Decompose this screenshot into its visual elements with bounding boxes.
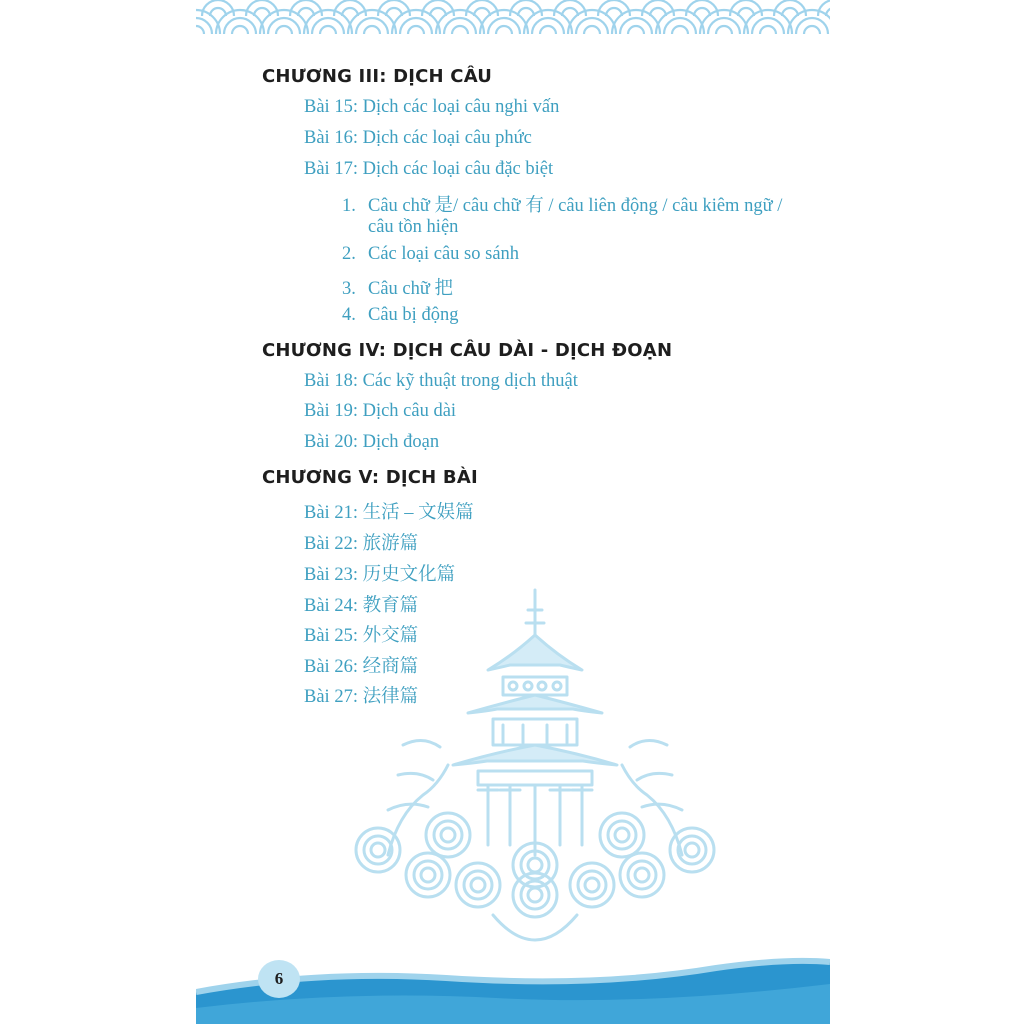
sub-item-number: 1.: [342, 196, 356, 216]
sub-item-text: Câu chữ 是/ câu chữ 有 / câu liên động / câu kiêm ngữ /: [368, 196, 783, 216]
lesson-item: Bài 17: Dịch các loại câu đặc biệt: [304, 159, 554, 179]
lesson-item: Bài 21: 生活 – 文娱篇: [304, 503, 474, 523]
sub-item-text: Các loại câu so sánh: [368, 244, 520, 264]
lesson-item: Bài 24: 教育篇: [304, 596, 419, 616]
sub-item-number: 2.: [342, 244, 356, 264]
sub-item-number: 4.: [342, 305, 356, 325]
chapter-title: CHƯƠNG III: DỊCH CÂU: [262, 66, 493, 87]
sub-item: [342, 244, 519, 265]
sub-item-continuation: câu tồn hiện: [368, 217, 459, 237]
lesson-item: Bài 16: Dịch các loại câu phức: [304, 128, 532, 148]
lesson-item: Bài 19: Dịch câu dài: [304, 401, 457, 421]
lesson-item: Bài 22: 旅游篇: [304, 534, 419, 554]
sub-item: [342, 305, 458, 326]
page-number: 6: [258, 960, 300, 998]
lesson-item: Bài 27: 法律篇: [304, 687, 419, 707]
lesson-item: Bài 25: 外交篇: [304, 626, 419, 646]
lesson-item: Bài 23: 历史文化篇: [304, 565, 456, 585]
sub-item-text: Câu bị động: [368, 305, 459, 325]
sub-item: [342, 191, 782, 238]
sub-item-text: Câu chữ 把: [368, 279, 454, 299]
table-of-contents: [196, 0, 830, 950]
book-page: [196, 0, 830, 1024]
lesson-item: Bài 26: 经商篇: [304, 657, 419, 677]
lesson-item: Bài 15: Dịch các loại câu nghi vấn: [304, 97, 560, 117]
sub-item: [342, 274, 453, 300]
sub-item-number: 3.: [342, 279, 356, 299]
chapter-title: CHƯƠNG V: DỊCH BÀI: [262, 467, 478, 488]
lesson-item: Bài 18: Các kỹ thuật trong dịch thuật: [304, 371, 578, 391]
chapter-title: CHƯƠNG IV: DỊCH CÂU DÀI - DỊCH ĐOẠN: [262, 340, 673, 361]
lesson-item: Bài 20: Dịch đoạn: [304, 432, 440, 452]
